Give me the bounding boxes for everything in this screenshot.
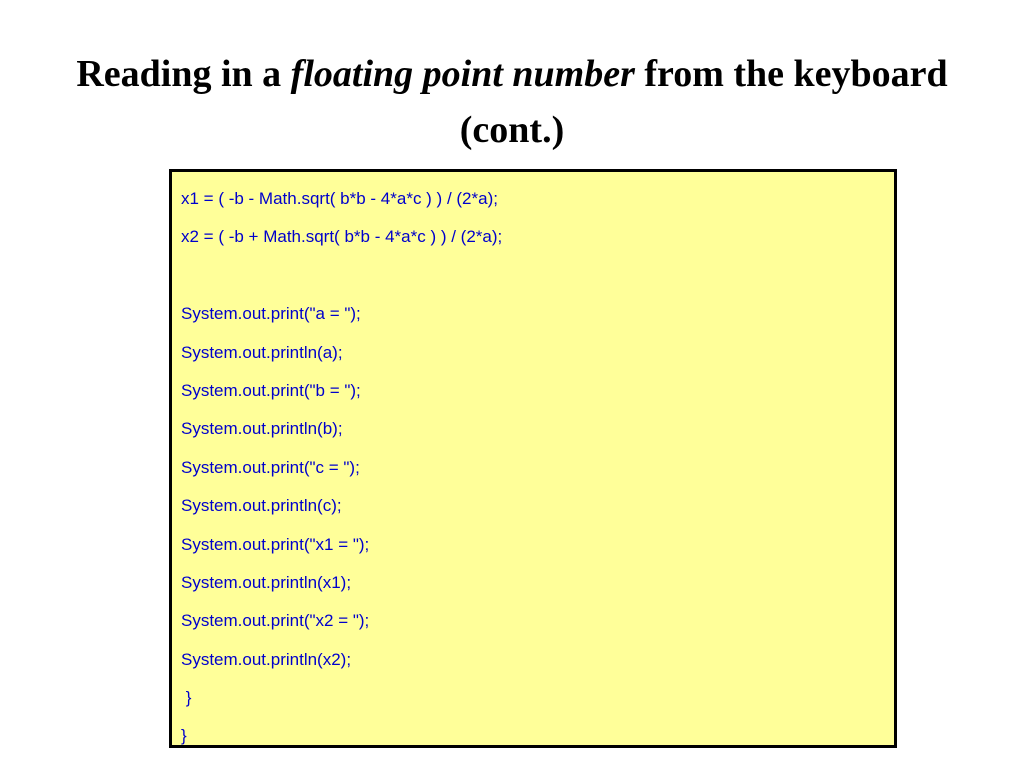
code-line-5: System.out.println(a); xyxy=(181,342,343,362)
code-line-2: x2 = ( -b + Math.sqrt( b*b - 4*a*c ) ) / (2*a); xyxy=(181,227,503,247)
code-lines xyxy=(181,180,502,756)
slide-title xyxy=(40,46,984,158)
code-line-3 xyxy=(181,257,502,295)
code-line-10: System.out.print("x1 = "); xyxy=(181,534,370,554)
code-line-13: System.out.println(x2); xyxy=(181,649,352,669)
code-line-9: System.out.println(c); xyxy=(181,496,342,516)
code-line-1: x1 = ( -b - Math.sqrt( b*b - 4*a*c ) ) / (2*a); xyxy=(181,189,498,208)
code-line-14: } xyxy=(181,688,192,708)
code-line-4: System.out.print("a = "); xyxy=(181,304,361,324)
code-line-11: System.out.println(x1); xyxy=(181,572,352,592)
code-line-12: System.out.print("x2 = "); xyxy=(181,611,370,631)
code-line-15: } xyxy=(181,726,187,746)
title-emphasis: floating point number xyxy=(290,53,635,95)
title-prefix: Reading in a xyxy=(76,53,291,95)
code-line-6: System.out.print("b = "); xyxy=(181,380,361,400)
code-line-7: System.out.println(b); xyxy=(181,419,343,439)
code-line-8: System.out.print("c = "); xyxy=(181,457,360,477)
title-suffix: from the keyboard (cont.) xyxy=(459,53,948,151)
code-box xyxy=(169,169,897,748)
